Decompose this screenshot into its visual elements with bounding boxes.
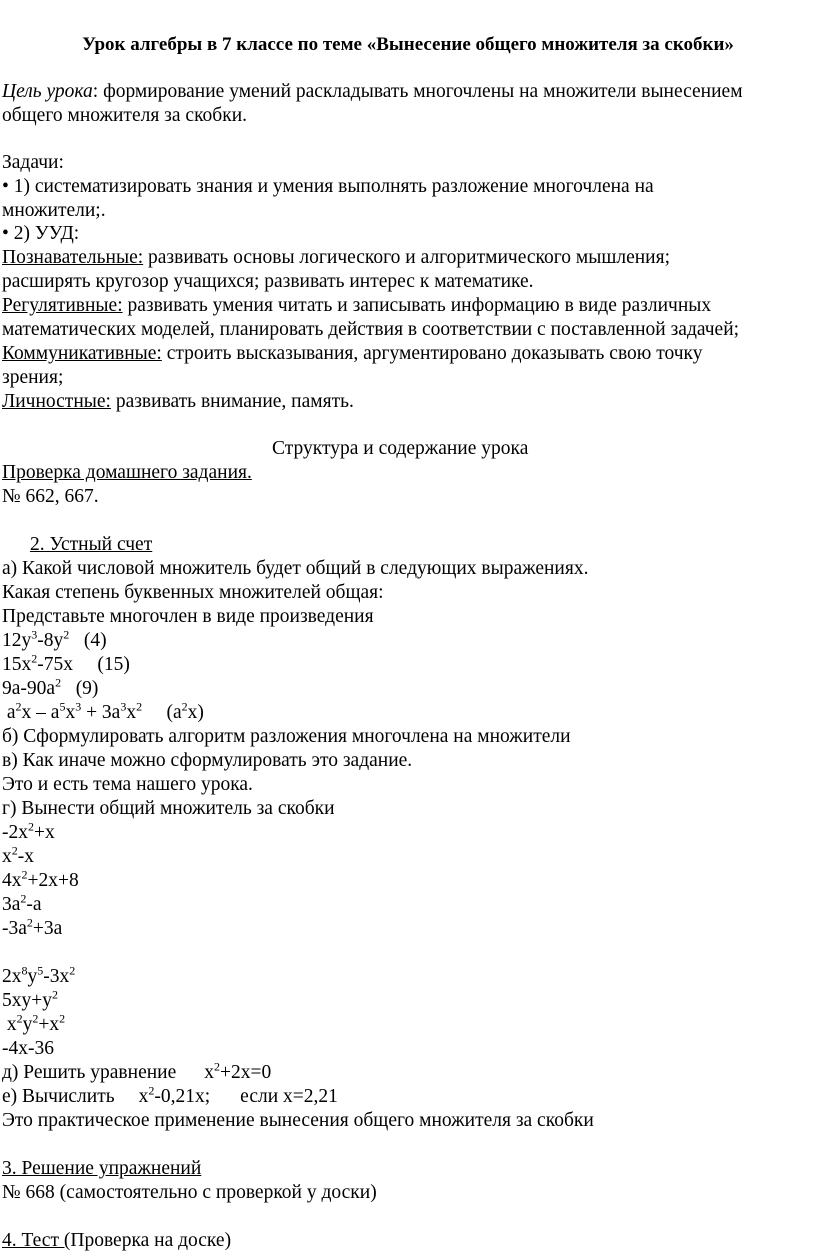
section-3-text: № 668 (самостоятельно с проверкой у доски) xyxy=(2,1182,377,1203)
goal-text-2: общего множителя за скобки. xyxy=(2,105,248,126)
section-4-label: 4. Тест ( xyxy=(2,1230,71,1251)
factor-expression-2: $x^2-x$ xyxy=(2,843,34,867)
factor-expression-6: $2x^8y^5-3x^2$ xyxy=(2,963,76,987)
structure-heading: Структура и содержание урока xyxy=(272,438,529,459)
expression-1: $12y^3-8y^2$ (4) xyxy=(2,627,107,651)
oral-v: в) Как иначе можно сформулировать это задание. xyxy=(2,750,413,771)
factor-expression-3: $4x^2+2x+8$ xyxy=(2,867,79,891)
document-title: Урок алгебры в 7 классе по теме «Вынесение общего множителя за скобки» xyxy=(82,34,734,55)
expression-3: $9a-90a^2$ (9) xyxy=(2,675,99,699)
personal-label: Личностные: xyxy=(2,391,111,412)
factor-expression-7: $5xy+y^2$ xyxy=(2,987,58,1011)
regulatory-label: Регулятивные: xyxy=(2,295,123,316)
oral-e: е) Вычислить $x^2-0,21x$; если х=2,21 xyxy=(2,1083,338,1107)
expression-4: $a^2x - a^5x^3 + 3a^3x^2$ $(a^2x)$ xyxy=(2,699,204,723)
oral-b: б) Сформулировать алгоритм разложения многочлена на множители xyxy=(2,726,571,747)
oral-conclusion: Это практическое применение вынесения общего множителя за скобки xyxy=(2,1110,594,1131)
oral-g: г) Вынести общий множитель за скобки xyxy=(2,798,335,819)
expression-2: $15x^2-75x$ (15) xyxy=(2,651,130,675)
oral-v2: Это и есть тема нашего урока. xyxy=(2,774,253,795)
oral-a3: Представьте многочлен в виде произведения xyxy=(2,606,374,627)
cognitive-label: Познавательные: xyxy=(2,247,144,268)
homework-check: Проверка домашнего задания. xyxy=(2,462,252,483)
oral-a: а) Какой числовой множитель будет общий в следующих выражениях. xyxy=(2,558,589,579)
factor-expression-9: -4x-36 xyxy=(2,1038,54,1059)
factor-expression-4: $3a^2-a$ xyxy=(2,891,42,915)
factor-expression-1: $-2x^2+x$ xyxy=(2,819,55,843)
oral-d-label: д) Решить уравнение xyxy=(2,1062,177,1083)
goal-text-1: : формирование умений раскладывать многочлены на множители вынесением xyxy=(92,81,743,102)
personal-text: развивать внимание, память. xyxy=(110,391,354,412)
oral-heading-line xyxy=(2,533,152,557)
regulatory-text-1: развивать умения читать и записывать информацию в виде различных xyxy=(122,295,712,316)
goal-label: Цель урока xyxy=(2,81,93,102)
cognitive-text-1: развивать основы логического и алгоритмического мышления; xyxy=(143,247,670,268)
tasks-heading: Задачи: xyxy=(2,152,64,173)
cognitive-line-1 xyxy=(2,246,670,270)
oral-a2: Какая степень буквенных множителей общая: xyxy=(2,582,384,603)
task-1-line-1: • 1) систематизировать знания и умения выполнять разложение многочлена на xyxy=(2,176,654,197)
section-3-heading: 3. Решение упражнений xyxy=(2,1158,202,1179)
oral-e-condition: если х=2,21 xyxy=(240,1086,338,1107)
factor-expression-8: $x^2y^2+x^2$ xyxy=(2,1011,66,1035)
homework-numbers: № 662, 667. xyxy=(2,486,99,507)
regulatory-text-2: математических моделей, планировать действия в соответствии с поставленной задачей; xyxy=(2,319,740,340)
oral-heading: 2. Устный счет xyxy=(30,534,153,555)
personal-line xyxy=(2,390,354,414)
communicative-text-2: зрения; xyxy=(2,367,64,388)
communicative-text-1: строить высказывания, аргументировано доказывать свою точку xyxy=(161,343,703,364)
oral-e-label: е) Вычислить xyxy=(2,1086,115,1107)
task-2: • 2) УУД: xyxy=(2,223,80,244)
communicative-label: Коммуникативные: xyxy=(2,343,162,364)
section-4-text: Проверка на доске) xyxy=(70,1230,232,1251)
goal-line-1 xyxy=(2,80,743,104)
section-4 xyxy=(2,1229,231,1253)
oral-d: д) Решить уравнение $x^2+2x=0$ xyxy=(2,1059,272,1083)
cognitive-text-2: расширять кругозор учащихся; развивать интерес к математике. xyxy=(2,271,534,292)
factor-expression-5: $-3a^2+3a$ xyxy=(2,915,63,939)
communicative-line-1 xyxy=(2,342,702,366)
task-1-line-2: множители;. xyxy=(2,200,106,221)
regulatory-line-1 xyxy=(2,294,711,318)
